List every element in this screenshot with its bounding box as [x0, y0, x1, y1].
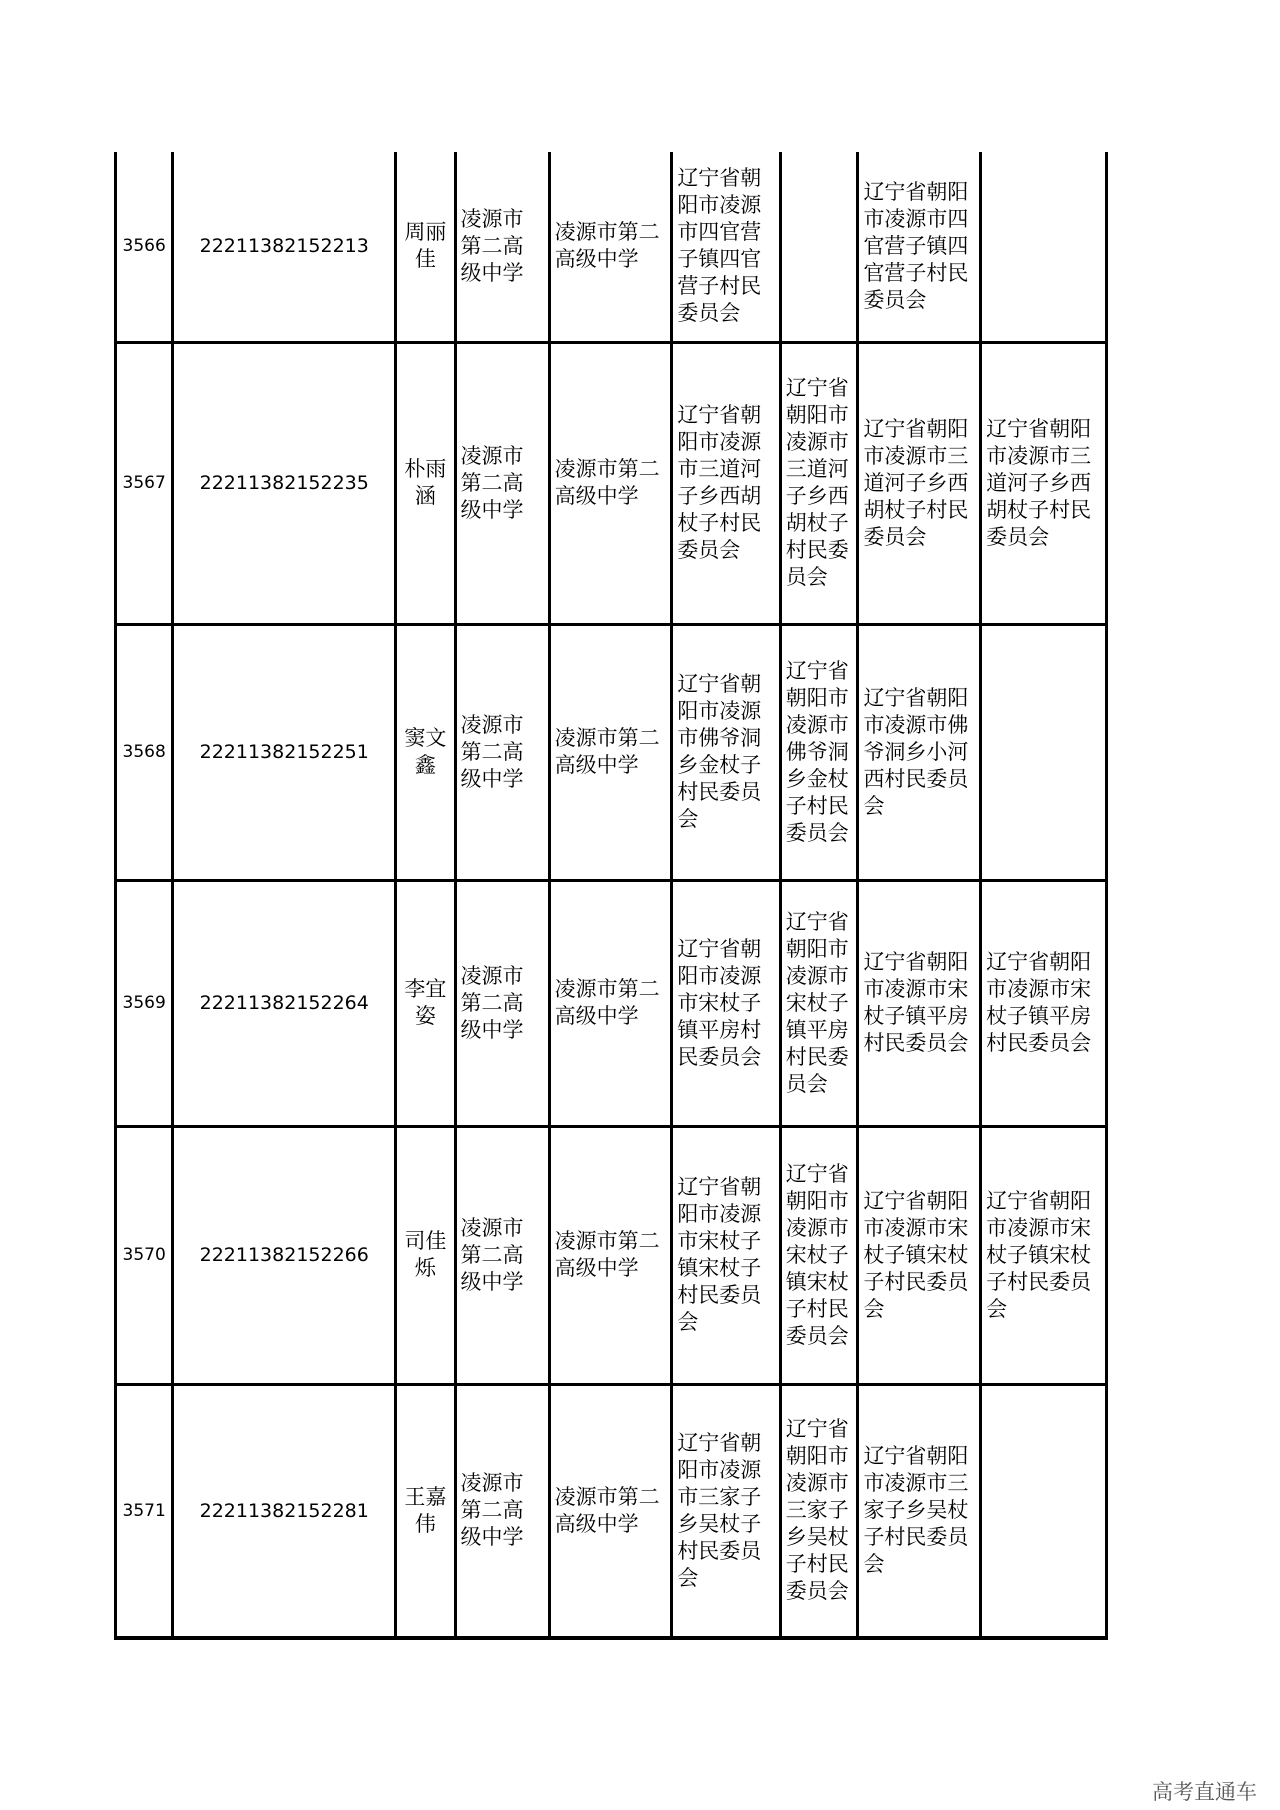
parent-address-cell: 辽宁省朝阳市凌源市佛爷洞乡小河西村民委员会: [858, 624, 981, 880]
student-name-cell: 李宜姿: [396, 880, 455, 1126]
school-cell: 凌源市第二高级中学: [549, 880, 672, 1126]
household-address-cell: 辽宁省朝阳市凌源市宋杖子镇宋杖子村民委员会: [672, 1126, 780, 1384]
household-address-cell: 辽宁省朝阳市凌源市四官营子镇四官营子村民委员会: [672, 152, 780, 342]
student-table: [114, 152, 1108, 1640]
student-name-cell: 窦文鑫: [396, 624, 455, 880]
candidate-id-cell: 22211382152281: [173, 1384, 396, 1638]
household-address-cell: 辽宁省朝阳市凌源市三家子乡吴杖子村民委员会: [672, 1384, 780, 1638]
school-cell: 凌源市第二高级中学: [549, 1126, 672, 1384]
graduating-school-cell: 凌源市第二高级中学: [455, 880, 549, 1126]
candidate-id-cell: 22211382152235: [173, 342, 396, 624]
residence-address-cell: 辽宁省朝阳市凌源市宋杖子镇平房村民委员会: [780, 880, 858, 1126]
guardian-address-cell: [981, 624, 1107, 880]
table-row: [116, 1126, 1107, 1384]
candidate-id-cell: 22211382152213: [173, 152, 396, 342]
school-cell: 凌源市第二高级中学: [549, 1384, 672, 1638]
residence-address-cell: 辽宁省朝阳市凌源市三道河子乡西胡杖子村民委员会: [780, 342, 858, 624]
residence-address-cell: 辽宁省朝阳市凌源市三家子乡吴杖子村民委员会: [780, 1384, 858, 1638]
table-row: [116, 342, 1107, 624]
parent-address-cell: 辽宁省朝阳市凌源市三道河子乡西胡杖子村民委员会: [858, 342, 981, 624]
parent-address-cell: 辽宁省朝阳市凌源市四官营子镇四官营子村民委员会: [858, 152, 981, 342]
table-row: [116, 624, 1107, 880]
guardian-address-cell: 辽宁省朝阳市凌源市三道河子乡西胡杖子村民委员会: [981, 342, 1107, 624]
graduating-school-cell: 凌源市第二高级中学: [455, 1126, 549, 1384]
guardian-address-cell: [981, 1384, 1107, 1638]
row-number-cell: 3567: [116, 342, 173, 624]
household-address-cell: 辽宁省朝阳市凌源市佛爷洞乡金杖子村民委员会: [672, 624, 780, 880]
student-name-cell: 王嘉伟: [396, 1384, 455, 1638]
row-number-cell: 3568: [116, 624, 173, 880]
parent-address-cell: 辽宁省朝阳市凌源市三家子乡吴杖子村民委员会: [858, 1384, 981, 1638]
residence-address-cell: [780, 152, 858, 342]
candidate-id-cell: 22211382152264: [173, 880, 396, 1126]
graduating-school-cell: 凌源市第二高级中学: [455, 152, 549, 342]
data-table: [114, 152, 1108, 1640]
row-number-cell: 3569: [116, 880, 173, 1126]
row-number-cell: 3566: [116, 152, 173, 342]
table-row: [116, 152, 1107, 342]
student-name-cell: 司佳烁: [396, 1126, 455, 1384]
graduating-school-cell: 凌源市第二高级中学: [455, 624, 549, 880]
watermark-text: 高考直通车: [1152, 1780, 1257, 1804]
candidate-id-cell: 22211382152251: [173, 624, 396, 880]
guardian-address-cell: [981, 152, 1107, 342]
school-cell: 凌源市第二高级中学: [549, 624, 672, 880]
graduating-school-cell: 凌源市第二高级中学: [455, 1384, 549, 1638]
table-row: [116, 1384, 1107, 1638]
guardian-address-cell: 辽宁省朝阳市凌源市宋杖子镇平房村民委员会: [981, 880, 1107, 1126]
row-number-cell: 3571: [116, 1384, 173, 1638]
candidate-id-cell: 22211382152266: [173, 1126, 396, 1384]
residence-address-cell: 辽宁省朝阳市凌源市宋杖子镇宋杖子村民委员会: [780, 1126, 858, 1384]
school-cell: 凌源市第二高级中学: [549, 342, 672, 624]
guardian-address-cell: 辽宁省朝阳市凌源市宋杖子镇宋杖子村民委员会: [981, 1126, 1107, 1384]
household-address-cell: 辽宁省朝阳市凌源市三道河子乡西胡杖子村民委员会: [672, 342, 780, 624]
graduating-school-cell: 凌源市第二高级中学: [455, 342, 549, 624]
table-row: [116, 880, 1107, 1126]
student-name-cell: 周丽佳: [396, 152, 455, 342]
school-cell: 凌源市第二高级中学: [549, 152, 672, 342]
parent-address-cell: 辽宁省朝阳市凌源市宋杖子镇宋杖子村民委员会: [858, 1126, 981, 1384]
row-number-cell: 3570: [116, 1126, 173, 1384]
household-address-cell: 辽宁省朝阳市凌源市宋杖子镇平房村民委员会: [672, 880, 780, 1126]
parent-address-cell: 辽宁省朝阳市凌源市宋杖子镇平房村民委员会: [858, 880, 981, 1126]
residence-address-cell: 辽宁省朝阳市凌源市佛爷洞乡金杖子村民委员会: [780, 624, 858, 880]
student-name-cell: 朴雨涵: [396, 342, 455, 624]
